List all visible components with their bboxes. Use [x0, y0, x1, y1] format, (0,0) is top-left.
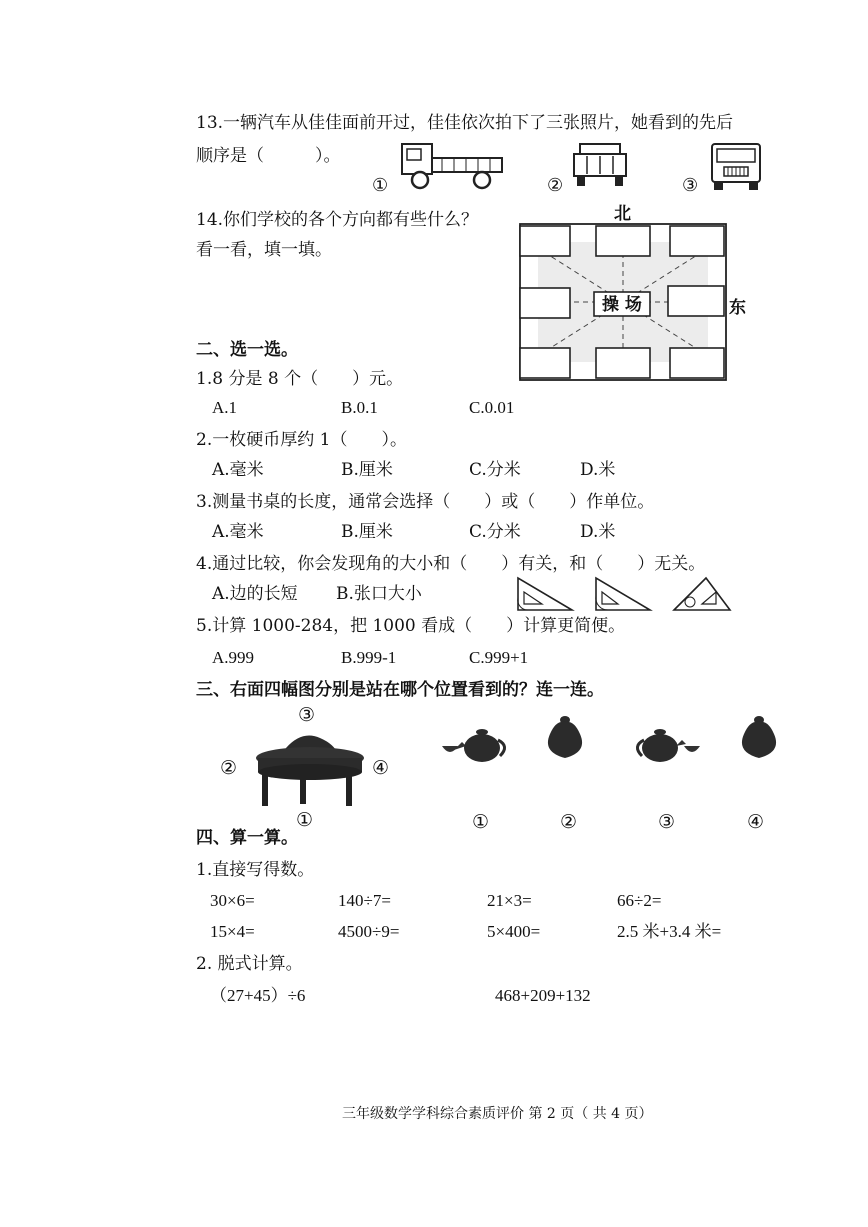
east-label: 东 — [729, 298, 746, 318]
q13-line1: 13.一辆汽车从佳佳面前开过，佳佳依次拍下了三张照片，她看到的先后 — [196, 113, 734, 133]
s2-q2-option-d: D.米 — [580, 460, 616, 480]
q13-pic3-label: ③ — [682, 175, 699, 196]
view-4-label: ④ — [747, 811, 765, 833]
s2-q4-option-b: B.张口大小 — [336, 584, 422, 604]
s2-q3-option-c: C.分米 — [469, 522, 521, 542]
s2-q4-option-a: A.边的长短 — [212, 584, 298, 604]
s4-sub2: 2. 脱式计算。 — [196, 954, 303, 974]
calc-r2-c2: 4500÷9= — [338, 922, 400, 941]
view-2-label: ② — [560, 811, 578, 833]
calc-r1-c4: 66÷2= — [617, 891, 662, 910]
s2-q2-option-b: B.厘米 — [341, 460, 393, 480]
s2-q1-option-c: C.0.01 — [469, 398, 515, 417]
truck-front-image — [708, 142, 764, 192]
calc-r2-c1: 15×4= — [210, 922, 255, 941]
triangle-ruler-3-image — [672, 576, 732, 614]
north-label: 北 — [614, 204, 631, 224]
teapot-on-table-image — [252, 728, 368, 810]
view-4-teapot-image — [736, 712, 782, 762]
calc-r1-c2: 140÷7= — [338, 891, 391, 910]
position-3-label: ③ — [298, 704, 316, 726]
s2-q5-stem: 5.计算 1000-284，把 1000 看成（ ）计算更简便。 — [196, 616, 626, 636]
s2-q5-option-c: C.999+1 — [469, 648, 529, 667]
position-4-label: ④ — [372, 757, 390, 779]
q14-line1: 14.你们学校的各个方向都有些什么？ — [196, 210, 479, 230]
calc-r2-c3: 5×400= — [487, 922, 541, 941]
q13-pic1-label: ① — [372, 175, 389, 196]
s2-q2-stem: 2.一枚硬币厚约 1（ ）。 — [196, 430, 407, 450]
q13-line2: 顺序是（ ）。 — [196, 146, 341, 166]
calc-r1-c3: 21×3= — [487, 891, 532, 910]
view-2-teapot-image — [542, 712, 588, 762]
s2-q1-option-b: B.0.1 — [341, 398, 378, 417]
position-1-label: ① — [296, 809, 314, 831]
view-3-teapot-image — [630, 714, 702, 766]
s2-q2-option-c: C.分米 — [469, 460, 521, 480]
q13-pic2-label: ② — [547, 175, 564, 196]
section2-title: 二、选一选。 — [196, 340, 298, 360]
s2-q1-option-a: A.1 — [212, 398, 238, 417]
expr-1: （27+45）÷6 — [210, 986, 306, 1005]
s2-q2-option-a: A.毫米 — [212, 460, 264, 480]
s2-q3-stem: 3.测量书桌的长度，通常会选择（ ）或（ ）作单位。 — [196, 492, 655, 512]
expr-2: 468+209+132 — [495, 986, 591, 1005]
view-1-teapot-image — [440, 714, 512, 766]
position-2-label: ② — [220, 757, 238, 779]
page-footer: 三年级数学学科综合素质评价 第 2 页（ 共 4 页） — [342, 1106, 653, 1122]
s2-q1-stem: 1.8 分是 8 个（ ）元。 — [196, 369, 404, 389]
calc-r2-c4: 2.5 米+3.4 米= — [617, 922, 722, 941]
triangle-ruler-1-image — [516, 576, 576, 614]
s2-q3-option-b: B.厘米 — [341, 522, 393, 542]
s2-q5-option-b: B.999-1 — [341, 648, 397, 667]
s2-q5-option-a: A.999 — [212, 648, 255, 667]
s4-sub1: 1.直接写得数。 — [196, 860, 315, 880]
triangle-ruler-2-image — [594, 576, 654, 614]
truck-side-image — [398, 138, 506, 194]
q14-line2: 看一看，填一填。 — [196, 240, 332, 260]
view-1-label: ① — [472, 811, 490, 833]
s2-q4-stem: 4.通过比较，你会发现角的大小和（ ）有关，和（ ）无关。 — [196, 554, 706, 574]
playground-label: 操 场 — [602, 295, 642, 315]
truck-back-image — [572, 142, 628, 190]
calc-r1-c1: 30×6= — [210, 891, 255, 910]
s2-q3-option-a: A.毫米 — [212, 522, 264, 542]
view-3-label: ③ — [658, 811, 676, 833]
section3-title: 三、右面四幅图分别是站在哪个位置看到的？连一连。 — [196, 680, 604, 700]
section4-title: 四、算一算。 — [196, 828, 298, 848]
s2-q3-option-d: D.米 — [580, 522, 616, 542]
